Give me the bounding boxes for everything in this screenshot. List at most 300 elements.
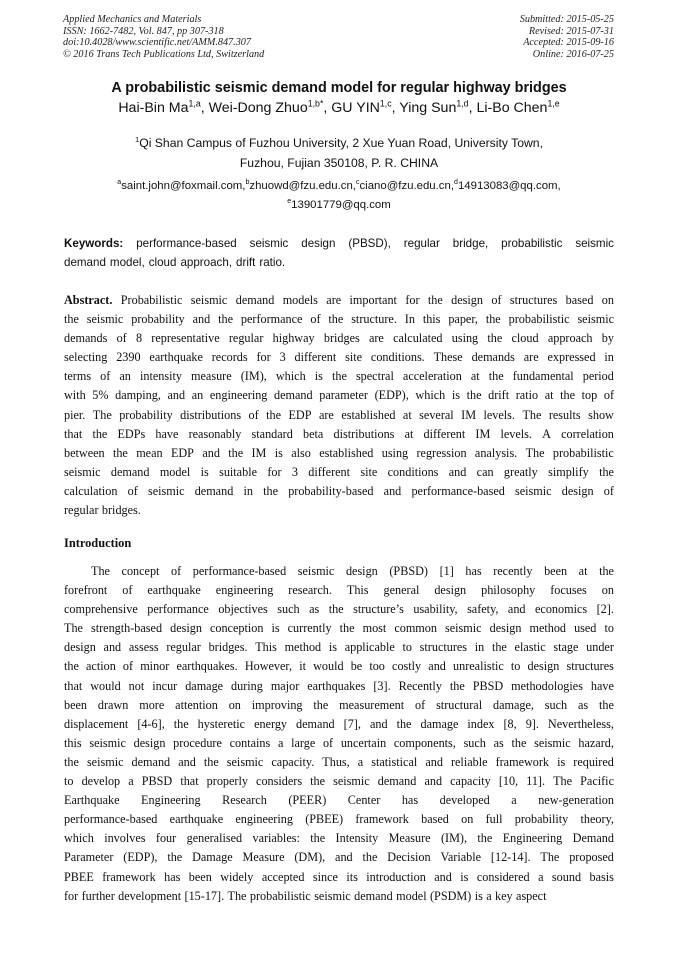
word: major bbox=[270, 678, 300, 693]
word: method bbox=[529, 621, 567, 636]
word: established bbox=[319, 445, 374, 460]
word: [15-17]. bbox=[184, 888, 225, 903]
abstract-line bbox=[64, 291, 614, 310]
word: the bbox=[396, 716, 412, 731]
word: The bbox=[525, 445, 545, 460]
word: Research bbox=[222, 793, 267, 808]
word: the bbox=[218, 312, 233, 327]
word: such bbox=[544, 697, 568, 712]
word: displacement bbox=[64, 716, 129, 731]
word: seismic bbox=[534, 735, 571, 750]
journal-header-left bbox=[63, 14, 264, 60]
word: (EDP), bbox=[123, 850, 158, 865]
word: costly bbox=[392, 659, 422, 674]
word: records bbox=[211, 350, 248, 365]
word: (PEER) bbox=[288, 793, 327, 808]
word: 8 bbox=[135, 331, 143, 346]
author-separator: , bbox=[200, 100, 209, 116]
word: structures bbox=[509, 293, 558, 307]
word: a bbox=[486, 888, 492, 903]
word: probabilistic bbox=[552, 445, 614, 460]
word: several bbox=[419, 407, 454, 422]
word: based bbox=[565, 293, 594, 307]
word: 9]. bbox=[525, 716, 539, 731]
word: performance-based bbox=[136, 237, 237, 250]
word: correlation bbox=[561, 426, 614, 441]
word: suitable bbox=[219, 464, 257, 479]
word: the bbox=[203, 754, 219, 769]
word: at bbox=[470, 369, 480, 384]
word: This bbox=[346, 583, 369, 598]
word: that bbox=[64, 678, 83, 693]
word: of bbox=[415, 697, 426, 712]
word: different bbox=[308, 464, 351, 479]
word: capacity. bbox=[271, 754, 315, 769]
word: been bbox=[544, 564, 568, 578]
word: important bbox=[349, 293, 397, 307]
word: comprehensive bbox=[64, 602, 138, 617]
word: on bbox=[601, 293, 614, 307]
word: Earthquake bbox=[64, 793, 120, 808]
word: more bbox=[139, 697, 165, 712]
word: concept bbox=[121, 564, 160, 578]
word: improving bbox=[251, 697, 303, 712]
word: for bbox=[64, 888, 79, 903]
word: demand bbox=[64, 256, 106, 269]
word: also bbox=[291, 445, 311, 460]
word: paper, bbox=[448, 312, 478, 327]
word: recently bbox=[493, 564, 533, 578]
word: stage bbox=[553, 640, 579, 655]
word: Thus, bbox=[322, 754, 350, 769]
word: is bbox=[274, 445, 283, 460]
word: [10, bbox=[498, 774, 519, 789]
word: [12-14]. bbox=[490, 850, 531, 865]
author-list bbox=[0, 100, 678, 116]
word: intensity bbox=[139, 369, 182, 384]
word: This bbox=[255, 640, 277, 655]
word: theory, bbox=[580, 812, 614, 827]
word: forefront bbox=[64, 583, 108, 598]
word: approach, bbox=[180, 256, 233, 269]
introduction-line bbox=[64, 734, 614, 753]
word: too bbox=[369, 659, 385, 674]
word: the bbox=[427, 293, 443, 307]
word: structures bbox=[566, 659, 614, 674]
word: reasonably bbox=[188, 426, 242, 441]
word: variables: bbox=[252, 831, 300, 846]
email[interactable]: $^b$zhuowd@fzu.edu.cn, bbox=[245, 179, 356, 192]
email-line-2 bbox=[0, 196, 678, 215]
word: a bbox=[357, 754, 364, 769]
word: The bbox=[64, 621, 83, 636]
word: probabilistic bbox=[508, 312, 570, 327]
word: aspect bbox=[516, 888, 547, 903]
word: (IM), bbox=[440, 831, 468, 846]
word: IM bbox=[475, 426, 491, 441]
word: and bbox=[167, 388, 186, 403]
word: regression bbox=[416, 445, 467, 460]
word: widely bbox=[220, 869, 254, 884]
word: the bbox=[485, 312, 501, 327]
word: Recently bbox=[398, 678, 442, 693]
word: be bbox=[350, 659, 363, 674]
word: seismic bbox=[89, 735, 126, 750]
word: The bbox=[540, 850, 560, 865]
word: usability, bbox=[413, 602, 458, 617]
word: EDPs bbox=[117, 426, 146, 441]
word: Engineering bbox=[502, 831, 563, 846]
abstract-line bbox=[64, 348, 614, 367]
word: demand bbox=[194, 483, 234, 498]
word: design bbox=[451, 293, 483, 307]
affiliation bbox=[0, 133, 678, 173]
author bbox=[476, 100, 559, 116]
word: the bbox=[339, 621, 355, 636]
word: is bbox=[328, 640, 337, 655]
word: Parameter bbox=[64, 850, 114, 865]
word: and bbox=[428, 659, 446, 674]
word: of bbox=[603, 388, 614, 403]
word: design bbox=[170, 621, 202, 636]
abstract-line bbox=[64, 367, 614, 386]
word: hazard, bbox=[578, 735, 614, 750]
word: seismic bbox=[575, 237, 614, 250]
word: the bbox=[64, 312, 79, 327]
word: IM bbox=[461, 407, 477, 422]
word: would bbox=[313, 659, 344, 674]
word: attention bbox=[175, 697, 218, 712]
abstract bbox=[64, 291, 614, 520]
word: representative bbox=[151, 331, 220, 346]
word: design bbox=[561, 483, 594, 498]
accepted-date: Accepted: 2015-09-16 bbox=[523, 37, 614, 49]
word: and bbox=[178, 754, 196, 769]
word: measurement bbox=[339, 697, 405, 712]
word: the bbox=[263, 483, 279, 498]
word: design bbox=[301, 237, 336, 250]
word: The bbox=[91, 564, 110, 578]
word: Intensity bbox=[335, 831, 379, 846]
word: framework bbox=[102, 869, 156, 884]
word: the bbox=[487, 331, 503, 346]
abstract-line bbox=[64, 444, 614, 463]
word: design bbox=[489, 621, 522, 636]
abstract-line bbox=[64, 310, 614, 329]
word: structures bbox=[419, 640, 468, 655]
word: seismic bbox=[249, 237, 289, 250]
word: standard bbox=[251, 426, 293, 441]
word: Damage bbox=[192, 850, 233, 865]
word: the bbox=[599, 464, 614, 479]
word: (IM), bbox=[240, 369, 267, 384]
abstract-line bbox=[64, 501, 614, 520]
word: beta bbox=[303, 426, 324, 441]
word: used bbox=[574, 621, 597, 636]
word: objectives bbox=[218, 602, 268, 617]
word: currently bbox=[287, 621, 332, 636]
word: basis bbox=[589, 869, 614, 884]
word: 3 bbox=[291, 464, 298, 479]
word: acceleration bbox=[402, 369, 462, 384]
word: (PSDM) bbox=[429, 888, 472, 903]
word: of bbox=[171, 564, 182, 578]
word: the bbox=[328, 602, 344, 617]
word: sound bbox=[551, 869, 582, 884]
word: further bbox=[81, 888, 115, 903]
abstract-line bbox=[64, 406, 614, 425]
word: is bbox=[451, 388, 460, 403]
section-heading-introduction: Introduction bbox=[64, 536, 132, 550]
word: demand bbox=[354, 888, 393, 903]
word: [4-6], bbox=[137, 716, 165, 731]
word: of bbox=[100, 369, 111, 384]
introduction-line bbox=[64, 887, 614, 906]
word: seismic bbox=[86, 754, 124, 769]
word: that bbox=[64, 426, 83, 441]
word: hysteretic bbox=[197, 716, 246, 731]
word: safety, bbox=[467, 602, 499, 617]
word: the bbox=[266, 407, 282, 422]
word: earthquakes. bbox=[176, 659, 238, 674]
word: developed bbox=[439, 793, 490, 808]
word: 11]. bbox=[526, 774, 546, 789]
introduction-line bbox=[64, 772, 614, 791]
email[interactable]: $^d$14913083@qq.com, bbox=[454, 179, 561, 192]
word: [8, bbox=[503, 716, 517, 731]
author bbox=[118, 100, 208, 116]
word: the bbox=[477, 831, 493, 846]
word: cloud bbox=[511, 331, 539, 346]
affiliation-mark: 1 bbox=[135, 134, 140, 144]
author-separator: , bbox=[391, 100, 400, 116]
word: probability-based bbox=[288, 483, 374, 498]
word: is bbox=[557, 754, 566, 769]
email[interactable]: $^e$13901779@qq.com bbox=[287, 198, 391, 211]
word: action bbox=[86, 659, 116, 674]
word: parameter bbox=[319, 388, 368, 403]
author bbox=[331, 100, 399, 116]
word: of bbox=[248, 407, 259, 422]
word: performance bbox=[147, 602, 209, 617]
email-line-1 bbox=[0, 177, 678, 196]
keywords-line bbox=[64, 253, 614, 272]
word: model bbox=[159, 464, 191, 479]
word: such bbox=[277, 602, 300, 617]
word: ratio bbox=[515, 388, 539, 403]
word: The bbox=[92, 407, 112, 422]
word: damage, bbox=[492, 697, 534, 712]
word: seismic bbox=[297, 564, 335, 578]
word: for bbox=[267, 464, 282, 479]
word: statistical bbox=[371, 754, 418, 769]
word: which bbox=[275, 369, 306, 384]
word: at bbox=[544, 388, 554, 403]
word: capacity bbox=[450, 774, 491, 789]
introduction-line bbox=[64, 562, 614, 581]
word: 2390 bbox=[116, 350, 141, 365]
word: conditions bbox=[387, 464, 439, 479]
word: (PBEE) bbox=[305, 812, 344, 827]
word: damage bbox=[420, 716, 459, 731]
word: accepted bbox=[261, 869, 305, 884]
word: regular bbox=[64, 503, 99, 518]
word: to bbox=[64, 774, 74, 789]
word: of bbox=[603, 483, 614, 498]
word: 3 bbox=[279, 350, 286, 365]
word: ratio. bbox=[259, 256, 286, 269]
word: using bbox=[381, 445, 409, 460]
word: a bbox=[511, 793, 517, 808]
word: and bbox=[103, 640, 122, 655]
word: the bbox=[310, 831, 326, 846]
word: (PBSD), bbox=[348, 237, 391, 250]
word: model bbox=[396, 888, 427, 903]
word: the bbox=[466, 388, 482, 403]
word: bridge, bbox=[452, 237, 489, 250]
word: design bbox=[133, 735, 166, 750]
introduction-line bbox=[64, 581, 614, 600]
doi-line: doi:10.4028/www.scientific.net/AMM.847.307 bbox=[63, 37, 251, 49]
word: performance-based bbox=[192, 564, 287, 578]
word: pier. bbox=[64, 407, 86, 422]
introduction-line bbox=[64, 753, 614, 772]
word: for bbox=[256, 350, 271, 365]
word: the bbox=[64, 754, 79, 769]
introduction-line bbox=[64, 657, 614, 676]
word: regular bbox=[166, 640, 201, 655]
word: conception bbox=[209, 621, 264, 636]
word: These bbox=[433, 350, 463, 365]
abstract-line bbox=[64, 482, 614, 501]
word: a bbox=[538, 869, 544, 884]
word: seismic bbox=[333, 774, 370, 789]
word: and bbox=[192, 312, 211, 327]
word: 5% bbox=[92, 388, 109, 403]
word: incur bbox=[152, 678, 178, 693]
word: the bbox=[313, 697, 329, 712]
word: contains bbox=[229, 735, 271, 750]
word: develop bbox=[81, 774, 121, 789]
word: reliable bbox=[450, 754, 488, 769]
word: Measure bbox=[388, 831, 431, 846]
word: of bbox=[310, 312, 321, 327]
word: simplify bbox=[548, 464, 589, 479]
word: different bbox=[423, 426, 466, 441]
word: the bbox=[599, 697, 614, 712]
word: earthquakes bbox=[307, 678, 366, 693]
email[interactable]: $^c$ciano@fzu.edu.cn, bbox=[355, 179, 455, 192]
word: such bbox=[463, 735, 486, 750]
word: for bbox=[405, 293, 420, 307]
word: of bbox=[127, 483, 138, 498]
word: which bbox=[415, 388, 446, 403]
word: A bbox=[542, 426, 551, 441]
online-date: Online: 2016-07-25 bbox=[532, 48, 614, 60]
abstract-label: Abstract. bbox=[64, 293, 113, 307]
word: the bbox=[449, 678, 465, 693]
word: bridges. bbox=[101, 503, 141, 518]
word: the bbox=[491, 640, 507, 655]
word: structure’s bbox=[353, 602, 404, 617]
word: an bbox=[119, 369, 131, 384]
word: is bbox=[460, 869, 469, 884]
word: performance-based bbox=[411, 483, 505, 498]
word: in bbox=[604, 350, 614, 365]
word: as bbox=[578, 697, 589, 712]
word: demand bbox=[110, 464, 150, 479]
author-affiliation-mark: 1,a bbox=[188, 98, 201, 109]
word: seismic bbox=[577, 312, 614, 327]
word: is bbox=[200, 464, 209, 479]
word: the bbox=[167, 850, 183, 865]
word: energy bbox=[254, 716, 288, 731]
word: seismic bbox=[64, 464, 101, 479]
journal-header-right bbox=[520, 14, 614, 60]
word: approach bbox=[547, 331, 593, 346]
word: engineering bbox=[215, 583, 274, 598]
word: of bbox=[116, 331, 127, 346]
word: by bbox=[601, 331, 614, 346]
word: of bbox=[322, 735, 334, 750]
word: as bbox=[493, 735, 504, 750]
word: method bbox=[284, 640, 322, 655]
word: design bbox=[527, 659, 560, 674]
email[interactable]: $^a$saint.john@foxmail.com, bbox=[117, 179, 246, 192]
word: been bbox=[64, 697, 88, 712]
word: Nevertheless, bbox=[547, 716, 614, 731]
introduction-line bbox=[64, 715, 614, 734]
word: earthquake bbox=[149, 350, 203, 365]
word: and bbox=[202, 445, 220, 460]
word: framework bbox=[355, 812, 409, 827]
author-separator: , bbox=[323, 100, 332, 116]
word: applicable bbox=[344, 640, 395, 655]
introduction-line bbox=[64, 696, 614, 715]
word: and bbox=[335, 850, 353, 865]
author bbox=[399, 100, 476, 116]
word: [1] bbox=[439, 564, 454, 578]
word: The bbox=[553, 774, 573, 789]
word: mean bbox=[136, 445, 163, 460]
word: cloud bbox=[148, 256, 177, 269]
word: However, bbox=[244, 659, 293, 674]
word: damping, bbox=[115, 388, 161, 403]
word: (DM), bbox=[294, 850, 326, 865]
word: not bbox=[128, 678, 145, 693]
word: seismic bbox=[314, 888, 351, 903]
author-name: Hai-Bin Ma bbox=[118, 100, 189, 116]
word: has bbox=[164, 869, 181, 884]
word: distributions bbox=[333, 426, 395, 441]
word: on bbox=[601, 583, 614, 598]
word: is bbox=[271, 621, 280, 636]
word: the bbox=[112, 445, 128, 460]
introduction-line bbox=[64, 810, 614, 829]
introduction-line bbox=[64, 829, 614, 848]
word: this bbox=[422, 312, 441, 327]
author-name: GU YIN bbox=[331, 100, 380, 116]
word: has bbox=[465, 564, 482, 578]
word: performance bbox=[240, 312, 303, 327]
author-name: Wei-Dong Zhuo bbox=[208, 100, 308, 116]
word: distributions bbox=[180, 407, 242, 422]
word: and bbox=[383, 483, 402, 498]
word: probability bbox=[514, 812, 569, 827]
word: levels. bbox=[500, 426, 532, 441]
word: the bbox=[488, 369, 504, 384]
word: demands bbox=[64, 331, 108, 346]
